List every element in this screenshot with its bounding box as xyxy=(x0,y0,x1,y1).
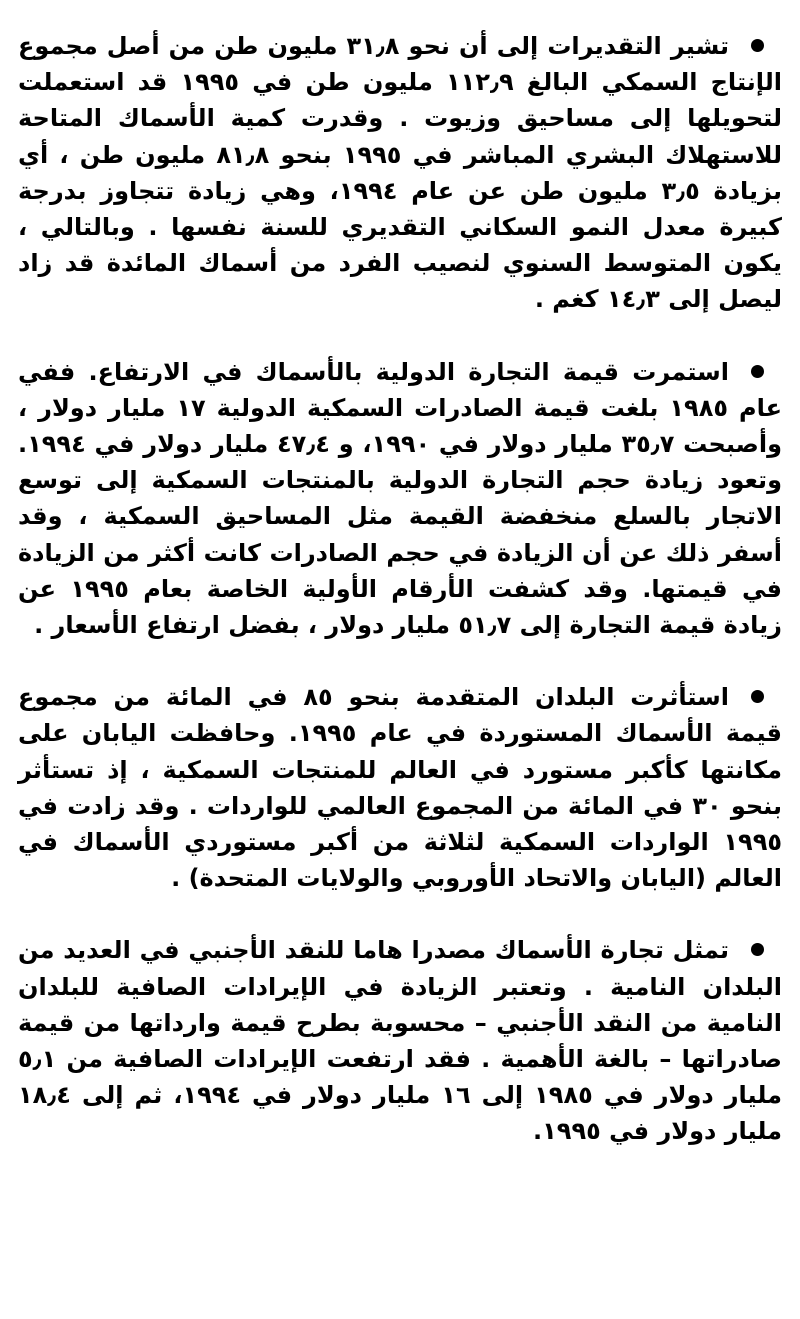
paragraph-text: تشير التقديرات إلى أن نحو ٣١٫٨ مليون طن من أصل مجموع الإنتاج السمكي البالغ ١١٢٫٩ مليون طن في ١٩٩٥ قد استعملت لتحويلها إلى مساحيق وزيوت . وقدرت كمية الأسماك المتاحة للاستهلاك البشري المباشر في ١٩٩٥ بنحو ٨١٫٨ مليون طن ، أي بزيادة ٣٫٥ مليون طن عن عام ١٩٩٤، وهي زيادة تتجاوز بدرجة كبيرة معدل النمو السكاني التقديري للسنة نفسها . وبالتالي ، يكون المتوسط السنوي لنصيب الفرد من أسماك المائدة قد زاد ليصل إلى ١٤٫٣ كغم . xyxy=(18,32,782,314)
paragraph-text: تمثل تجارة الأسماك مصدرا هاما للنقد الأجنبي في العديد من البلدان النامية . وتعتبر الزيادة في الإيرادات الصافية للبلدان النامية من النقد الأجنبي – محسوبة بطرح قيمة وارداتها من قيمة صادراتها – بالغة الأهمية . فقد ارتفعت الإيرادات الصافية من ٥٫١ مليار دولار في ١٩٨٥ إلى ١٦ مليار دولار في ١٩٩٤، ثم إلى ١٨٫٤ مليار دولار في ١٩٩٥. xyxy=(18,936,782,1146)
bullet-icon xyxy=(751,39,764,52)
list-item xyxy=(18,679,782,896)
bullet-list xyxy=(18,28,782,1150)
paragraph-text: استمرت قيمة التجارة الدولية بالأسماك في الارتفاع. ففي عام ١٩٨٥ بلغت قيمة الصادرات السمكية الدولية ١٧ مليار دولار ، وأصبحت ٣٥٫٧ مليار دولار في ١٩٩٠، و ٤٧٫٤ مليار دولار في ١٩٩٤. وتعود زيادة حجم التجارة الدولية بالمنتجات السمكية إلى توسع الاتجار بالسلع منخفضة القيمة مثل المساحيق السمكية ، وقد أسفر ذلك عن أن الزيادة في حجم الصادرات كانت أكثر من الزيادة في قيمتها. وقد كشفت الأرقام الأولية الخاصة بعام ١٩٩٥ عن زيادة قيمة التجارة إلى ٥١٫٧ مليار دولار ، بفضل ارتفاع الأسعار . xyxy=(18,357,782,640)
list-item xyxy=(18,354,782,644)
paragraph-text: استأثرت البلدان المتقدمة بنحو ٨٥ في المائة من مجموع قيمة الأسماك المستوردة في عام ١٩٩٥. وحافظت اليابان على مكانتها كأكبر مستورد في العالم للمنتجات السمكية ، إذ تستأثر بنحو ٣٠ في المائة من المجموع العالمي للواردات . وقد زادت في ١٩٩٥ الواردات السمكية لثلاثة من أكبر مستوردي الأسماك في العالم (اليابان والاتحاد الأوروبي والولايات المتحدة) . xyxy=(18,683,782,893)
list-item xyxy=(18,932,782,1149)
document-page xyxy=(18,28,782,1150)
list-item xyxy=(18,28,782,318)
bullet-icon xyxy=(751,690,764,703)
bullet-icon xyxy=(751,943,764,956)
bullet-icon xyxy=(751,365,764,378)
